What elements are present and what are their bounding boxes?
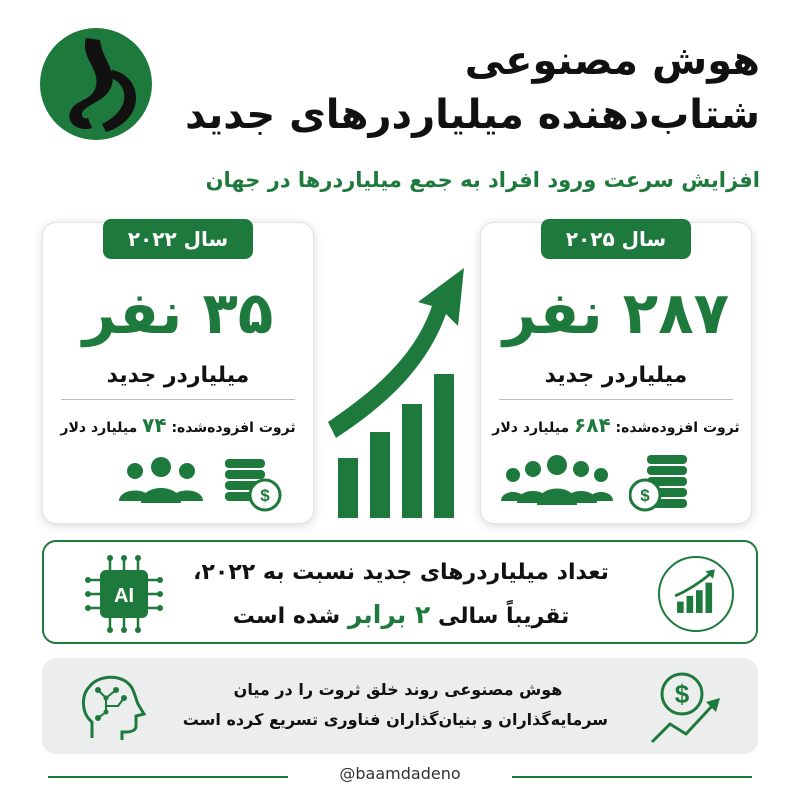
billionaire-count: ۳۵ نفر: [82, 279, 274, 347]
wealth-prefix: ثروت افزوده‌شده:: [615, 420, 740, 436]
count-label: میلیاردر جدید: [106, 363, 250, 388]
growth-chart-icon: [658, 556, 734, 632]
coins-stack-icon: [629, 451, 691, 513]
comparison-highlight: ۲ برابر: [347, 600, 431, 629]
page-subtitle: افزایش سرعت ورود افراد به جمع میلیاردرها در جهان: [205, 168, 760, 192]
social-handle: @baamdadeno: [339, 764, 461, 783]
card-divider: [499, 399, 733, 400]
info-line1: هوش مصنوعی روند خلق ثروت را در میان: [233, 680, 563, 699]
svg-text:$: $: [260, 486, 270, 505]
comparison-line2: [166, 600, 636, 629]
wealth-unit: میلیارد دلار: [492, 420, 570, 436]
comparison-before: تقریباً سالی: [437, 604, 570, 629]
ai-chip-label: AI: [114, 585, 134, 607]
count-label: میلیاردر جدید: [544, 363, 688, 388]
wealth-unit: میلیارد دلار: [60, 420, 138, 436]
ai-chip-icon: [84, 554, 164, 634]
brand-logo: [40, 28, 152, 140]
comparison-line1: تعداد میلیاردرهای جدید نسبت به ۲۰۲۲،: [193, 560, 609, 585]
comparison-after: شده است: [232, 604, 341, 629]
billionaire-count: ۲۸۷ نفر: [503, 279, 729, 347]
card-divider: [61, 399, 295, 400]
ai-head-icon: [72, 666, 152, 746]
people-crowd-icon: [499, 451, 615, 511]
wealth-added: [491, 413, 741, 437]
wealth-value: ۷۴: [142, 413, 167, 437]
growth-arrow-bars-icon: [322, 262, 472, 522]
wealth-value: ۶۸۴: [574, 413, 611, 437]
info-line2: سرمایه‌گذاران و بنیان‌گذاران فناوری تسریع کرده است: [182, 710, 608, 729]
dollar-symbol: $: [674, 679, 690, 709]
footer-divider-right: [512, 776, 752, 778]
year-badge: سال ۲۰۲۲: [103, 219, 253, 259]
dollar-growth-icon: [646, 666, 728, 748]
wealth-prefix: ثروت افزوده‌شده:: [171, 420, 296, 436]
coins-stack-icon: [221, 451, 283, 513]
page-title-line1: هوش مصنوعی: [464, 38, 760, 84]
people-group-icon: [115, 451, 207, 511]
wealth-added: [53, 413, 303, 437]
logo-mark-icon: [40, 28, 152, 140]
info-box: [42, 658, 758, 754]
comparison-box: [42, 540, 758, 644]
stat-card-2022: [42, 222, 314, 524]
stat-card-2025: [480, 222, 752, 524]
svg-text:$: $: [640, 486, 650, 505]
year-badge: سال ۲۰۲۵: [541, 219, 691, 259]
page-title-line2: شتاب‌دهنده میلیاردرهای جدید: [185, 92, 760, 138]
